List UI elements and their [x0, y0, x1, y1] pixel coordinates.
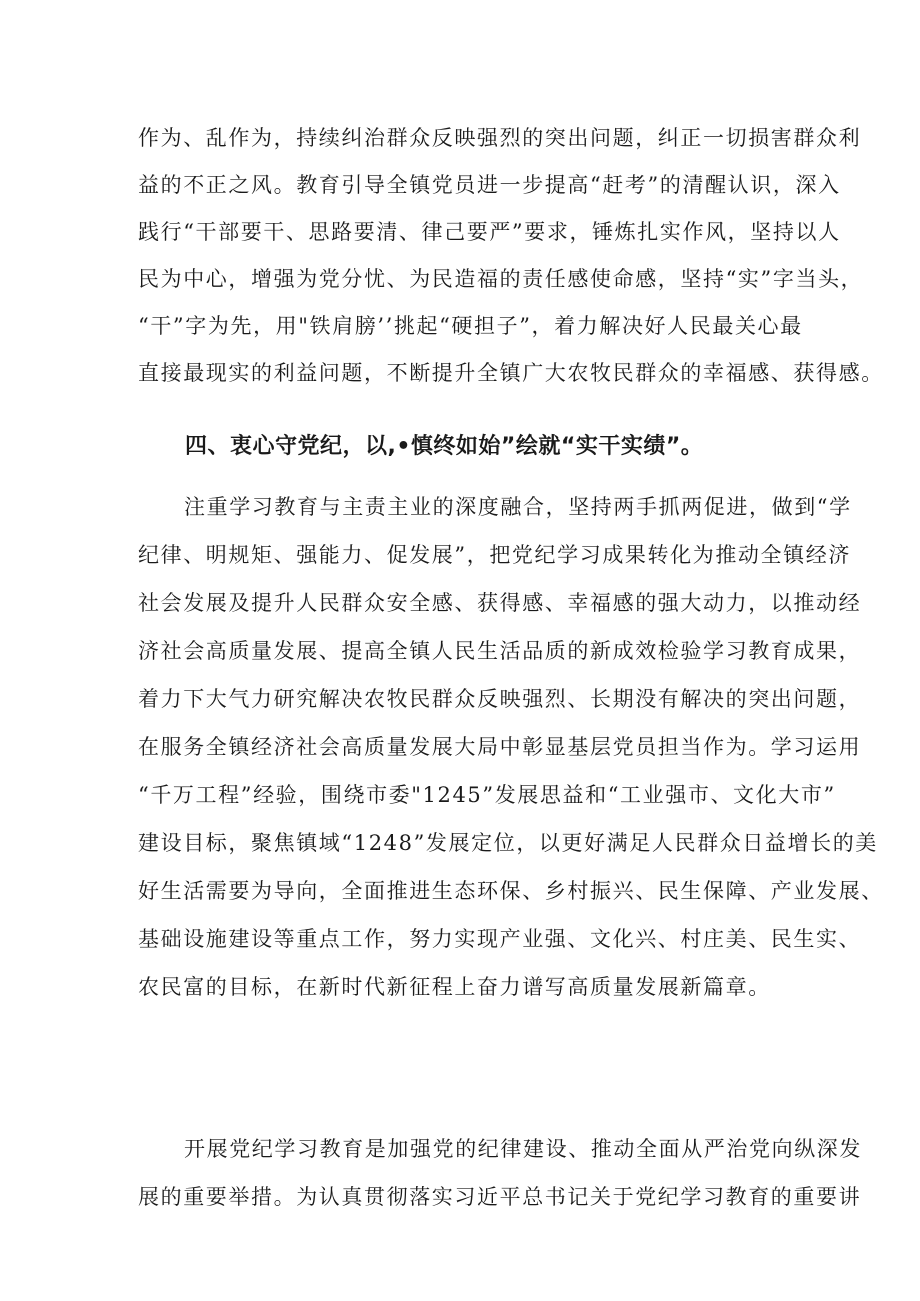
paragraph-line: 农民富的目标，在新时代新征程上奋力谱写高质量发展新篇章。	[138, 975, 771, 999]
paragraph-line: 践行“干部要干、思路要清、律己要严”要求，锤炼扎实作风，坚持以人	[138, 220, 841, 244]
paragraph-line: 开展党纪学习教育是加强党的纪律建设、推动全面从严治党向纵深发	[184, 1137, 862, 1161]
paragraph-line: 建设目标，聚焦镇域“1248”发展定位，以更好满足人民群众日益增长的美	[138, 831, 878, 855]
paragraph-line: 直接最现实的利益问题，不断提升全镇广大农牧民群众的幸福感、获得感。	[138, 361, 884, 385]
paragraph-line: 着力下大气力研究解决农牧民群众反映强烈、长期没有解决的突出问题，	[138, 687, 862, 711]
paragraph-line: 纪律、明规矩、强能力、促发展”，把党纪学习成果转化为推动全镇经济	[138, 543, 851, 567]
section-heading: 四、衷心守党纪，以,•慎终如始”绘就“实干实绩”。	[185, 434, 704, 459]
paragraph-line: 作为、乱作为，持续纠治群众反映强烈的突出问题，纠正一切损害群众利	[138, 126, 862, 150]
paragraph-line: 展的重要举措。为认真贯彻落实习近平总书记关于党纪学习教育的重要讲	[138, 1185, 862, 1209]
paragraph-line: 济社会高质量发展、提高全镇人民生活品质的新成效检验学习教育成果，	[138, 639, 862, 663]
paragraph-line: 民为中心，增强为党分忧、为民造福的责任感使命感，坚持“实”字当头，	[138, 267, 864, 291]
paragraph-line: “千万工程”经验，围绕市委"1245”发展思益和“工业强市、文化大市”	[138, 783, 836, 807]
paragraph-line: 在服务全镇经济社会高质量发展大局中彰显基层党员担当作为。学习运用	[138, 735, 862, 759]
paragraph-line: 社会发展及提升人民群众安全感、获得感、幸福感的强大动力，以推动经	[138, 591, 862, 615]
paragraph-line: “干”字为先，用"铁肩膀’’挑起“硬担子”，着力解决好人民最关心最	[138, 314, 803, 338]
paragraph-line: 基础设施建设等重点工作，努力实现产业强、文化兴、村庄美、民生实、	[138, 927, 862, 951]
paragraph-line: 好生活需要为导向，全面推进生态环保、乡村振兴、民生保障、产业发展、	[138, 879, 884, 903]
paragraph-line: 注重学习教育与主责主业的深度融合，坚持两手抓两促进，做到“学	[184, 495, 852, 519]
paragraph-line: 益的不正之风。教育引导全镇党员进一步提高“赶考”的清醒认识，深入	[138, 173, 841, 197]
